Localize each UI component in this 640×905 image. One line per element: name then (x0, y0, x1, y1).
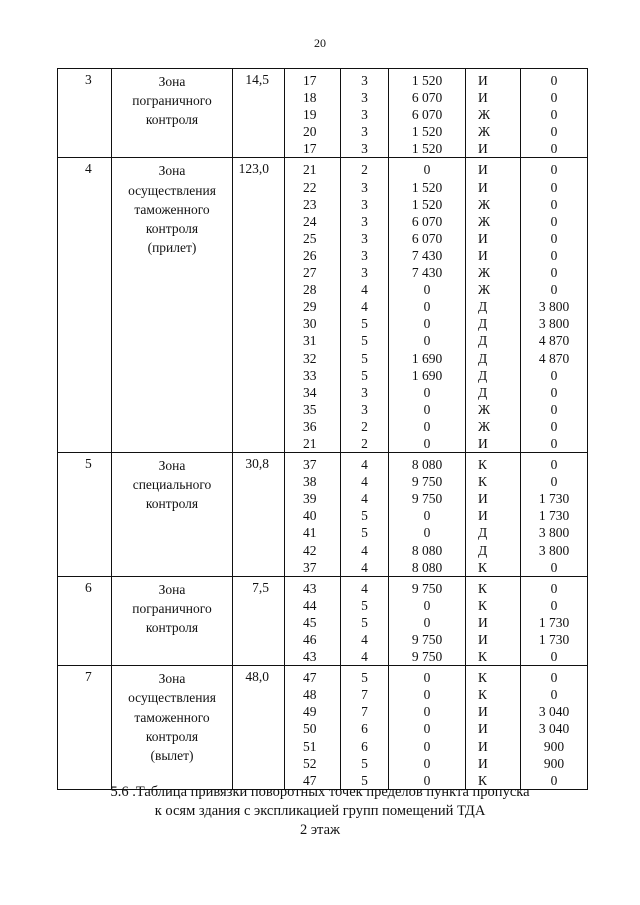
point-number: 20 (303, 124, 317, 140)
point-number: 29 (303, 299, 317, 315)
point-number: 37 (303, 457, 317, 473)
axis-letter: К (478, 559, 488, 575)
zone-area: 7,5 (233, 576, 285, 665)
point-number: 51 (303, 738, 317, 754)
axis-letter: К (478, 580, 488, 596)
distance-value-cell (389, 576, 466, 665)
zone-name-line: (вылет) (150, 748, 194, 763)
point-number: 30 (303, 316, 317, 332)
floor-value: 3 (361, 384, 368, 400)
floor-value: 7 (361, 687, 368, 703)
floor-value: 3 (361, 141, 368, 157)
point-number: 34 (303, 384, 317, 400)
floor-value: 5 (361, 350, 368, 366)
zone-row (58, 666, 588, 790)
floor-value: 5 (361, 333, 368, 349)
distance-value-cell (389, 158, 466, 453)
distance-value: 9 750 (411, 580, 443, 596)
offset-value: 0 (550, 282, 558, 298)
floor-value: 5 (361, 670, 368, 686)
distance-value: 6 070 (411, 107, 443, 123)
axis-letter-cell (466, 666, 521, 790)
offset-value-cell (521, 453, 588, 577)
offset-value: 0 (550, 367, 558, 383)
point-number: 42 (303, 542, 317, 558)
axis-letter-cell (466, 69, 521, 158)
distance-value: 0 (423, 597, 431, 613)
point-number: 52 (303, 755, 317, 771)
offset-value: 0 (550, 107, 558, 123)
offset-value-cell (521, 666, 588, 790)
point-number-cell (285, 158, 341, 453)
point-number: 17 (303, 141, 317, 157)
zone-name-line: контроля (145, 112, 199, 128)
axis-letter: И (478, 755, 488, 771)
axis-letter: И (478, 141, 488, 157)
distance-value: 8 080 (411, 542, 443, 558)
axis-letter: Ж (478, 282, 491, 298)
floor-value: 5 (361, 525, 368, 541)
floor-value: 2 (361, 418, 368, 434)
axis-letter-cell (466, 158, 521, 453)
axis-letter: Д (478, 350, 488, 366)
offset-value: 0 (550, 580, 558, 596)
axis-letter: И (478, 632, 488, 647)
axis-letter: К (478, 670, 488, 686)
distance-value: 1 520 (411, 179, 443, 195)
axis-letter: И (478, 162, 488, 178)
offset-value: 0 (550, 670, 558, 686)
distance-value: 9 750 (411, 649, 443, 665)
floor-value: 4 (361, 474, 368, 490)
zone-name (112, 576, 233, 665)
axis-letter: Ж (478, 124, 491, 140)
floor-value: 2 (361, 162, 368, 178)
zone-name (112, 453, 233, 577)
point-number: 36 (303, 418, 317, 434)
distance-value: 0 (423, 299, 431, 315)
offset-value: 0 (550, 179, 558, 195)
offset-value: 0 (550, 649, 558, 665)
axis-letter: И (478, 73, 488, 88)
floor-value: 4 (361, 457, 368, 473)
distance-value: 0 (423, 755, 431, 771)
distance-value: 6 070 (411, 213, 443, 229)
floor-value: 3 (361, 213, 368, 229)
floor-value: 4 (361, 559, 368, 575)
axis-letter: К (478, 687, 488, 703)
offset-value: 0 (550, 90, 558, 106)
distance-value: 0 (423, 282, 431, 298)
point-number: 31 (303, 333, 317, 349)
distance-value: 8 080 (411, 457, 443, 473)
point-number: 26 (303, 247, 317, 263)
distance-value: 9 750 (411, 632, 443, 647)
zone-name-line: контроля (145, 221, 199, 237)
offset-value: 0 (550, 124, 558, 140)
zone-name-line: контроля (145, 728, 199, 744)
offset-value: 0 (550, 418, 558, 434)
point-number: 40 (303, 508, 317, 524)
axis-letter: Д (478, 525, 488, 541)
caption-line-1: 5.6 .Таблица привязки поворотных точек пределов пункта пропуска (110, 784, 530, 800)
point-number: 21 (303, 435, 317, 451)
distance-value: 0 (423, 738, 431, 754)
offset-value: 1 730 (538, 491, 570, 507)
offset-value: 3 800 (538, 316, 570, 332)
distance-value: 1 520 (411, 124, 443, 140)
axis-letter-cell (466, 576, 521, 665)
distance-value: 6 070 (411, 90, 443, 106)
offset-value: 3 040 (538, 704, 570, 720)
offset-value: 0 (550, 687, 558, 703)
offset-value: 900 (543, 738, 565, 754)
point-number: 17 (303, 73, 317, 88)
floor-value: 4 (361, 632, 368, 647)
zone-number: 3 (58, 69, 112, 158)
axis-letter: И (478, 721, 488, 737)
point-number: 35 (303, 401, 317, 417)
floor-value: 5 (361, 367, 368, 383)
axis-letter: Ж (478, 401, 491, 417)
zone-name-line: таможенного (134, 709, 210, 725)
distance-value: 1 520 (411, 141, 443, 157)
floor-value: 5 (361, 597, 368, 613)
point-number: 21 (303, 162, 317, 178)
floor-value: 5 (361, 508, 368, 524)
distance-value-cell (389, 666, 466, 790)
point-number: 50 (303, 721, 317, 737)
distance-value-cell (389, 69, 466, 158)
distance-value: 1 520 (411, 73, 443, 88)
distance-value: 0 (423, 687, 431, 703)
floor-value: 3 (361, 230, 368, 246)
offset-value: 3 800 (538, 525, 570, 541)
floor-value: 3 (361, 90, 368, 106)
point-number: 25 (303, 230, 317, 246)
axis-letter: К (478, 474, 488, 490)
point-number-cell (285, 666, 341, 790)
point-number: 46 (303, 632, 317, 647)
point-number: 41 (303, 525, 317, 541)
zone-area: 14,5 (233, 69, 285, 158)
offset-value: 4 870 (538, 333, 570, 349)
distance-value: 9 750 (411, 474, 443, 490)
offset-value-cell (521, 158, 588, 453)
zone-name-line: Зона (158, 671, 186, 687)
axis-letter: К (478, 649, 488, 665)
distance-value: 1 690 (411, 350, 443, 366)
axis-letter: И (478, 491, 488, 507)
point-number: 24 (303, 213, 317, 229)
point-number: 47 (303, 772, 317, 788)
floor-value: 4 (361, 542, 368, 558)
distance-value: 0 (423, 384, 431, 400)
caption-line-2: к осям здания с экспликацией групп помещений ТДА (154, 803, 486, 819)
point-number: 44 (303, 597, 317, 613)
floor-value: 3 (361, 107, 368, 123)
point-number: 48 (303, 687, 317, 703)
offset-value: 0 (550, 772, 558, 788)
offset-value: 0 (550, 597, 558, 613)
point-number-cell (285, 69, 341, 158)
floor-value: 4 (361, 649, 368, 665)
point-number: 23 (303, 196, 317, 212)
offset-value: 4 870 (538, 350, 570, 366)
floor-value: 6 (361, 738, 368, 754)
zone-name-line: осуществления (128, 182, 216, 198)
distance-value: 0 (423, 401, 431, 417)
point-number: 47 (303, 670, 317, 686)
point-number: 43 (303, 649, 317, 665)
axis-letter: И (478, 90, 488, 106)
axis-letter: И (478, 230, 488, 246)
floor-value-cell (341, 666, 389, 790)
axis-letter: И (478, 435, 488, 451)
axis-letter-cell (466, 453, 521, 577)
floor-value: 4 (361, 580, 368, 596)
axis-letter: Ж (478, 107, 491, 123)
axis-letter: И (478, 508, 488, 524)
distance-value: 0 (423, 525, 431, 541)
offset-value: 0 (550, 247, 558, 263)
axis-letter: И (478, 704, 488, 720)
zone-number: 6 (58, 576, 112, 665)
floor-value-cell (341, 69, 389, 158)
offset-value: 1 730 (538, 614, 570, 630)
offset-value-cell (521, 69, 588, 158)
point-number: 33 (303, 367, 317, 383)
floor-value: 3 (361, 265, 368, 281)
floor-value: 4 (361, 491, 368, 507)
offset-value: 0 (550, 213, 558, 229)
caption-line-3: 2 этаж (299, 822, 341, 838)
point-number: 28 (303, 282, 317, 298)
zone-area: 30,8 (233, 453, 285, 577)
zone-number: 5 (58, 453, 112, 577)
offset-value: 0 (550, 401, 558, 417)
zone-name-line: Зона (158, 163, 186, 179)
floor-value: 3 (361, 179, 368, 195)
zone-name (112, 69, 233, 158)
offset-value: 0 (550, 196, 558, 212)
floor-value: 5 (361, 316, 368, 332)
point-number: 19 (303, 107, 317, 123)
distance-value: 0 (423, 721, 431, 737)
distance-value: 0 (423, 614, 431, 630)
floor-value: 5 (361, 755, 368, 771)
axis-letter: Д (478, 316, 488, 332)
offset-value: 3 040 (538, 721, 570, 737)
floor-value: 6 (361, 721, 368, 737)
floor-value-cell (341, 158, 389, 453)
offset-value-cell (521, 576, 588, 665)
floor-value: 4 (361, 299, 368, 315)
zone-number: 4 (58, 158, 112, 453)
offset-value: 3 800 (538, 299, 570, 315)
offset-value: 0 (550, 73, 558, 88)
offset-value: 0 (550, 265, 558, 281)
distance-value: 0 (423, 316, 431, 332)
zone-row (58, 576, 588, 665)
offset-value: 0 (550, 559, 558, 575)
zone-name (112, 666, 233, 790)
distance-value: 0 (423, 670, 431, 686)
floor-value: 5 (361, 772, 368, 788)
axis-letter: К (478, 457, 488, 473)
page-number: 20 (314, 36, 326, 50)
floor-value: 3 (361, 124, 368, 140)
offset-value: 0 (550, 141, 558, 157)
axis-letter: Д (478, 367, 488, 383)
zone-name (112, 158, 233, 453)
zone-area: 123,0 (233, 158, 285, 453)
distance-value-cell (389, 453, 466, 577)
floor-value-cell (341, 453, 389, 577)
floor-value: 7 (361, 704, 368, 720)
point-number: 32 (303, 350, 317, 366)
point-number: 18 (303, 90, 317, 106)
distance-value: 0 (423, 435, 431, 451)
point-number: 43 (303, 580, 317, 596)
floor-value: 4 (361, 282, 368, 298)
zone-name-line: Зона (158, 458, 186, 474)
floor-value: 3 (361, 247, 368, 263)
zone-name-line: контроля (145, 496, 199, 512)
offset-value: 3 800 (538, 542, 570, 558)
point-number: 39 (303, 491, 317, 507)
axis-letter: И (478, 179, 488, 195)
floor-value: 2 (361, 435, 368, 451)
distance-value: 0 (423, 418, 431, 434)
floor-value: 3 (361, 196, 368, 212)
point-number-cell (285, 576, 341, 665)
zone-name-line: пограничного (132, 600, 212, 616)
point-number: 22 (303, 179, 317, 195)
zone-area: 48,0 (233, 666, 285, 790)
floor-value: 3 (361, 73, 368, 88)
axis-letter: И (478, 614, 488, 630)
point-number: 38 (303, 474, 317, 490)
point-number: 27 (303, 265, 317, 281)
axis-letter: Ж (478, 196, 491, 212)
offset-value: 1 730 (538, 508, 570, 524)
distance-value: 8 080 (411, 559, 443, 575)
distance-value: 0 (423, 333, 431, 349)
distance-value: 6 070 (411, 230, 443, 246)
offset-value: 0 (550, 162, 558, 178)
point-number-cell (285, 453, 341, 577)
floor-value-cell (341, 576, 389, 665)
axis-letter: И (478, 247, 488, 263)
axis-letter: Д (478, 299, 488, 315)
offset-value: 1 730 (538, 632, 570, 647)
distance-value: 9 750 (411, 491, 443, 507)
floor-value: 5 (361, 614, 368, 630)
distance-value: 7 430 (411, 265, 443, 281)
offset-value: 0 (550, 435, 558, 451)
zone-name-line: Зона (158, 581, 186, 597)
zone-number: 7 (58, 666, 112, 790)
offset-value: 0 (550, 384, 558, 400)
zone-name-line: специального (132, 477, 212, 493)
axis-letter: Д (478, 542, 488, 558)
distance-value: 1 520 (411, 196, 443, 212)
distance-value: 0 (423, 704, 431, 720)
axis-letter: Ж (478, 418, 491, 434)
axis-letter: К (478, 597, 488, 613)
axis-letter: И (478, 738, 488, 754)
zone-row (58, 453, 588, 577)
point-number: 37 (303, 559, 317, 575)
offset-value: 0 (550, 474, 558, 490)
point-number: 49 (303, 704, 317, 720)
point-number: 45 (303, 614, 317, 630)
zone-name-line: пограничного (132, 93, 212, 109)
axis-letter: Ж (478, 213, 491, 229)
axis-letter: К (478, 772, 488, 788)
axis-letter: Д (478, 333, 488, 349)
floor-value: 3 (361, 401, 368, 417)
zone-name-line: таможенного (134, 201, 210, 217)
zone-name-line: Зона (158, 74, 186, 89)
zones-table (57, 68, 588, 790)
distance-value: 1 690 (411, 367, 443, 383)
distance-value: 0 (423, 508, 431, 524)
distance-value: 0 (423, 772, 431, 788)
axis-letter: Ж (478, 265, 491, 281)
zone-name-line: осуществления (128, 690, 216, 706)
distance-value: 0 (423, 162, 431, 178)
offset-value: 0 (550, 457, 558, 473)
offset-value: 0 (550, 230, 558, 246)
distance-value: 7 430 (411, 247, 443, 263)
zone-row (58, 158, 588, 453)
zone-row (58, 69, 588, 158)
offset-value: 900 (543, 755, 565, 771)
zone-name-line: контроля (145, 620, 199, 636)
axis-letter: Д (478, 384, 488, 400)
zone-name-line: (прилет) (147, 240, 197, 256)
